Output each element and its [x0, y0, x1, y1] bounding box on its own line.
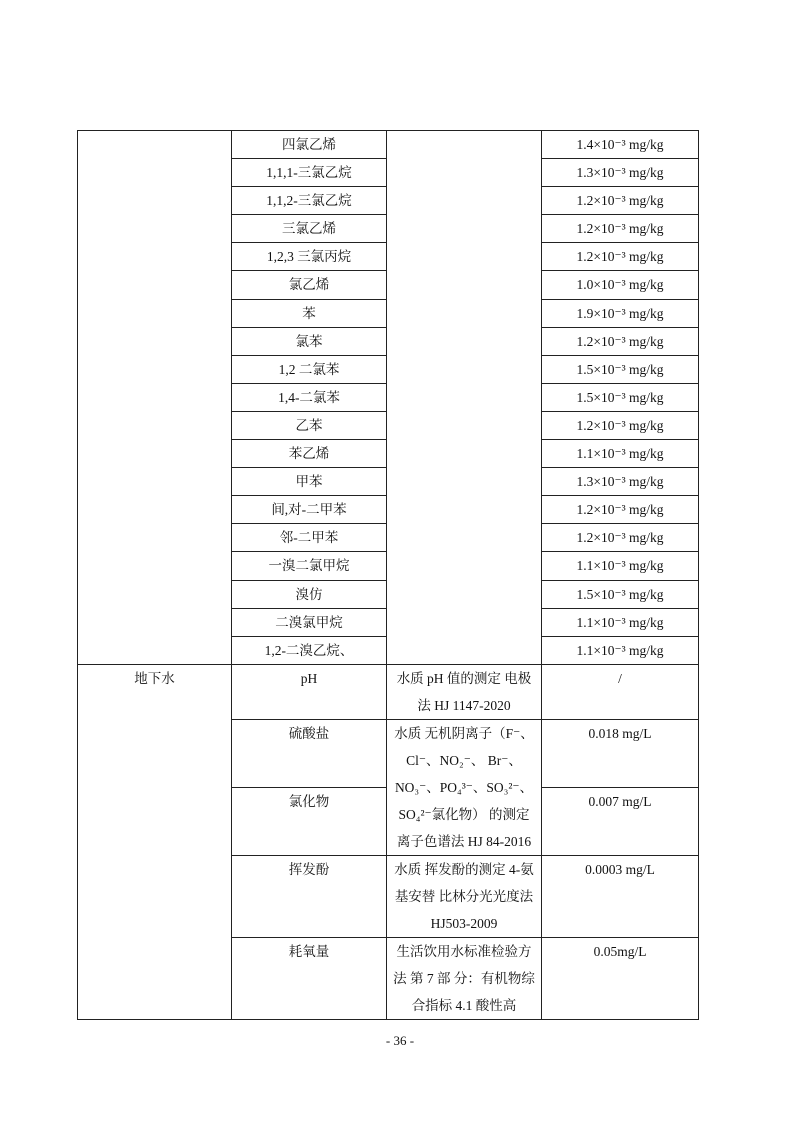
item-cell: 氯乙烯	[232, 271, 387, 299]
item-cell: 1,2,3 三氯丙烷	[232, 243, 387, 271]
limit-cell: 1.5×10⁻³ mg/kg	[542, 355, 699, 383]
item-cell: 挥发酚	[232, 855, 387, 937]
limit-cell: 1.2×10⁻³ mg/kg	[542, 215, 699, 243]
item-cell: pH	[232, 664, 387, 719]
item-cell: 一溴二氯甲烷	[232, 552, 387, 580]
method-cell: 水质 挥发酚的测定 4-氨基安替 比林分光光度法 HJ503-2009	[387, 855, 542, 937]
method-cell: 生活饮用水标准检验方法 第 7 部 分：有机物综合指标 4.1 酸性高	[387, 937, 542, 1019]
category-cell: 地下水	[78, 664, 232, 1019]
limit-cell: 1.3×10⁻³ mg/kg	[542, 468, 699, 496]
limit-cell: 1.0×10⁻³ mg/kg	[542, 271, 699, 299]
item-cell: 三氯乙烯	[232, 215, 387, 243]
item-cell: 硫酸盐	[232, 719, 387, 787]
detection-method-table	[77, 130, 699, 1020]
item-cell: 氯化物	[232, 787, 387, 855]
limit-cell: 1.2×10⁻³ mg/kg	[542, 524, 699, 552]
limit-cell: 0.0003 mg/L	[542, 855, 699, 937]
table-row	[78, 131, 699, 159]
item-cell: 1,4-二氯苯	[232, 383, 387, 411]
item-cell: 耗氧量	[232, 937, 387, 1019]
limit-cell: 1.1×10⁻³ mg/kg	[542, 636, 699, 664]
limit-cell: 1.1×10⁻³ mg/kg	[542, 608, 699, 636]
limit-cell: 1.5×10⁻³ mg/kg	[542, 580, 699, 608]
limit-cell: /	[542, 664, 699, 719]
item-cell: 苯乙烯	[232, 440, 387, 468]
item-cell: 甲苯	[232, 468, 387, 496]
method-cell: 水质 pH 值的测定 电极法 HJ 1147-2020	[387, 664, 542, 719]
category-cell-empty	[78, 131, 232, 665]
limit-cell: 0.05mg/L	[542, 937, 699, 1019]
limit-cell: 1.1×10⁻³ mg/kg	[542, 440, 699, 468]
limit-cell: 0.007 mg/L	[542, 787, 699, 855]
item-cell: 1,2 二氯苯	[232, 355, 387, 383]
method-cell-empty	[387, 131, 542, 665]
limit-cell: 1.3×10⁻³ mg/kg	[542, 159, 699, 187]
item-cell: 间,对-二甲苯	[232, 496, 387, 524]
limit-cell: 1.5×10⁻³ mg/kg	[542, 383, 699, 411]
item-cell: 苯	[232, 299, 387, 327]
item-cell: 邻-二甲苯	[232, 524, 387, 552]
table-body	[78, 131, 699, 1020]
method-cell: 水质 无机阴离子（F⁻、Cl⁻、NO₂⁻、 Br⁻、NO₃⁻、PO₄³⁻、SO₃²⁻、SO₄²⁻氯化物） 的测定 离子色谱法 HJ 84-2016	[387, 719, 542, 855]
item-cell: 四氯乙烯	[232, 131, 387, 159]
item-cell: 乙苯	[232, 411, 387, 439]
limit-cell: 1.2×10⁻³ mg/kg	[542, 327, 699, 355]
item-cell: 1,1,2-三氯乙烷	[232, 187, 387, 215]
limit-cell: 1.2×10⁻³ mg/kg	[542, 411, 699, 439]
item-cell: 氯苯	[232, 327, 387, 355]
item-cell: 溴仿	[232, 580, 387, 608]
item-cell: 二溴氯甲烷	[232, 608, 387, 636]
item-cell: 1,1,1-三氯乙烷	[232, 159, 387, 187]
limit-cell: 0.018 mg/L	[542, 719, 699, 787]
limit-cell: 1.1×10⁻³ mg/kg	[542, 552, 699, 580]
page-number: - 36 -	[385, 1033, 415, 1048]
limit-cell: 1.2×10⁻³ mg/kg	[542, 496, 699, 524]
table-row	[78, 664, 699, 719]
limit-cell: 1.9×10⁻³ mg/kg	[542, 299, 699, 327]
limit-cell: 1.2×10⁻³ mg/kg	[542, 243, 699, 271]
limit-cell: 1.2×10⁻³ mg/kg	[542, 187, 699, 215]
item-cell: 1,2-二溴乙烷、	[232, 636, 387, 664]
limit-cell: 1.4×10⁻³ mg/kg	[542, 131, 699, 159]
